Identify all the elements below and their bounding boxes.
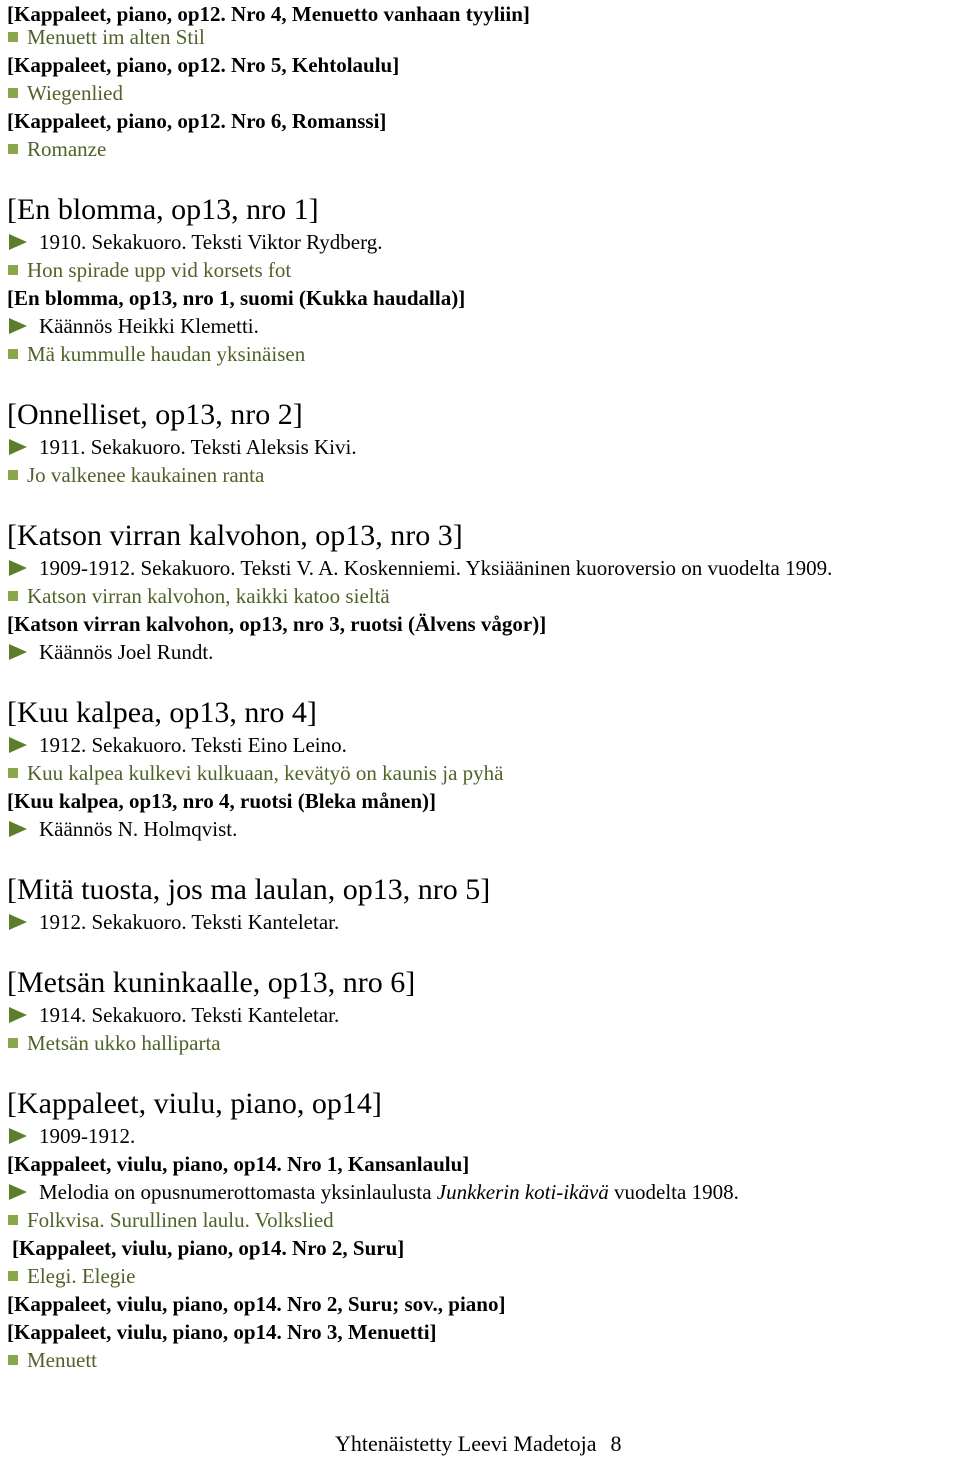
title-line-text: Menuett — [27, 1348, 97, 1372]
title-line — [7, 135, 106, 163]
subwork-heading-text: [Kappaleet, viulu, piano, op14. Nro 2, Suru; sov., piano] — [7, 1292, 506, 1316]
square-bullet-icon — [8, 768, 18, 778]
title-line-text: Metsän ukko halliparta — [27, 1031, 221, 1055]
title-line — [7, 1029, 221, 1057]
work-heading — [7, 871, 490, 909]
triangle-bullet-icon — [9, 318, 27, 334]
work-heading-text: [En blomma, op13, nro 1] — [7, 193, 319, 226]
square-bullet-icon — [8, 591, 18, 601]
work-heading-text: [Onnelliset, op13, nro 2] — [7, 398, 303, 431]
info-line-text: 1909-1912. Sekakuoro. Teksti V. A. Koskenniemi. Yksiääninen kuoroversio on vuodelta 1909. — [39, 556, 833, 580]
triangle-bullet-icon — [9, 1007, 27, 1023]
subwork-heading-text: [Kappaleet, piano, op12. Nro 5, Kehtolaulu] — [7, 53, 400, 77]
info-line-text: 1911. Sekakuoro. Teksti Aleksis Kivi. — [39, 435, 357, 459]
title-line-text: Folkvisa. Surullinen laulu. Volkslied — [27, 1208, 334, 1232]
subwork-heading — [7, 107, 386, 135]
info-line-text: Käännös N. Holmqvist. — [39, 817, 238, 841]
title-line-text: Romanze — [27, 137, 107, 161]
triangle-bullet-icon — [9, 560, 27, 576]
work-heading — [7, 694, 317, 732]
info-line — [7, 1122, 135, 1150]
info-line — [7, 908, 339, 936]
title-line-text: Elegi. Elegie — [27, 1264, 136, 1288]
triangle-bullet-icon — [9, 1184, 27, 1200]
info-line-text: 1914. Sekakuoro. Teksti Kanteletar. — [39, 1003, 340, 1027]
info-line — [7, 731, 347, 759]
work-heading — [7, 1085, 382, 1123]
work-heading — [7, 517, 463, 555]
subwork-heading-text: [Kuu kalpea, op13, nro 4, ruotsi (Bleka månen)] — [7, 789, 436, 813]
square-bullet-icon — [8, 1271, 18, 1281]
page-number: 8 — [610, 1431, 622, 1456]
subwork-heading — [7, 51, 399, 79]
triangle-bullet-icon — [9, 1128, 27, 1144]
title-line — [7, 256, 291, 284]
info-line-text: Junkkerin koti-ikävä — [436, 1180, 609, 1204]
subwork-heading-text: [Kappaleet, viulu, piano, op14. Nro 2, Suru] — [12, 1236, 405, 1260]
triangle-bullet-icon — [9, 234, 27, 250]
subwork-heading-text: [Kappaleet, piano, op12. Nro 6, Romanssi] — [7, 109, 387, 133]
work-heading-text: [Katson virran kalvohon, op13, nro 3] — [7, 519, 463, 552]
subwork-heading — [7, 284, 465, 312]
info-line — [7, 1178, 739, 1206]
info-line — [7, 433, 357, 461]
title-line — [7, 23, 205, 51]
title-line-text: Hon spirade upp vid korsets fot — [27, 258, 292, 282]
page-footer — [335, 1430, 621, 1458]
title-line-text: Menuett im alten Stil — [27, 25, 205, 49]
title-line-text: Mä kummulle haudan yksinäisen — [27, 342, 306, 366]
title-line — [7, 759, 503, 787]
title-line-text: Jo valkenee kaukainen ranta — [27, 463, 265, 487]
work-heading — [7, 964, 415, 1002]
triangle-bullet-icon — [9, 914, 27, 930]
subwork-heading — [7, 1290, 505, 1318]
title-line — [7, 79, 123, 107]
title-line — [7, 1206, 334, 1234]
info-line-text: Melodia on opusnumerottomasta yksinlaulusta — [39, 1180, 437, 1204]
info-line — [7, 228, 383, 256]
footer-title: Yhtenäistetty Leevi Madetoja — [335, 1431, 597, 1456]
triangle-bullet-icon — [9, 644, 27, 660]
work-heading-text: [Kuu kalpea, op13, nro 4] — [7, 696, 317, 729]
title-line — [7, 582, 390, 610]
work-heading-text: [Metsän kuninkaalle, op13, nro 6] — [7, 966, 416, 999]
square-bullet-icon — [8, 349, 18, 359]
subwork-heading-text: [Kappaleet, piano, op12. Nro 4, Menuetto vanhaan tyyliin] — [7, 2, 530, 26]
title-line-text: Wiegenlied — [27, 81, 123, 105]
subwork-heading — [7, 1150, 469, 1178]
square-bullet-icon — [8, 265, 18, 275]
title-line — [7, 461, 264, 489]
info-line-text: 1909-1912. — [39, 1124, 136, 1148]
subwork-heading-text: [Kappaleet, viulu, piano, op14. Nro 1, Kansanlaulu] — [7, 1152, 470, 1176]
square-bullet-icon — [8, 88, 18, 98]
work-heading — [7, 191, 319, 229]
subwork-heading-text: [Katson virran kalvohon, op13, nro 3, ruotsi (Älvens vågor)] — [7, 612, 547, 636]
subwork-heading — [7, 610, 546, 638]
title-line-text: Kuu kalpea kulkevi kulkuaan, kevätyö on kaunis ja pyhä — [27, 761, 504, 785]
info-line-text: Käännös Heikki Klemetti. — [39, 314, 259, 338]
subwork-heading-text: [Kappaleet, viulu, piano, op14. Nro 3, Menuetti] — [7, 1320, 437, 1344]
triangle-bullet-icon — [9, 439, 27, 455]
square-bullet-icon — [8, 1215, 18, 1225]
subwork-heading-text: [En blomma, op13, nro 1, suomi (Kukka haudalla)] — [7, 286, 466, 310]
title-line — [7, 1346, 97, 1374]
title-line-text: Katson virran kalvohon, kaikki katoo sieltä — [27, 584, 390, 608]
info-line-text: Käännös Joel Rundt. — [39, 640, 214, 664]
triangle-bullet-icon — [9, 821, 27, 837]
info-line-text: vuodelta 1908. — [608, 1180, 739, 1204]
info-line-text: 1912. Sekakuoro. Teksti Eino Leino. — [39, 733, 347, 757]
square-bullet-icon — [8, 1355, 18, 1365]
triangle-bullet-icon — [9, 737, 27, 753]
title-line — [7, 1262, 135, 1290]
info-line-text: 1910. Sekakuoro. Teksti Viktor Rydberg. — [39, 230, 383, 254]
info-line — [7, 554, 832, 582]
square-bullet-icon — [8, 32, 18, 42]
work-heading-text: [Kappaleet, viulu, piano, op14] — [7, 1087, 382, 1120]
square-bullet-icon — [8, 470, 18, 480]
subwork-heading — [7, 787, 436, 815]
info-line-text: 1912. Sekakuoro. Teksti Kanteletar. — [39, 910, 340, 934]
info-line — [7, 312, 259, 340]
work-heading-text: [Mitä tuosta, jos ma laulan, op13, nro 5] — [7, 873, 491, 906]
info-line — [7, 815, 237, 843]
square-bullet-icon — [8, 144, 18, 154]
work-heading — [7, 396, 303, 434]
title-line — [7, 340, 305, 368]
subwork-heading — [7, 1318, 437, 1346]
info-line — [7, 1001, 339, 1029]
subwork-heading — [12, 1234, 404, 1262]
info-line — [7, 638, 213, 666]
square-bullet-icon — [8, 1038, 18, 1048]
